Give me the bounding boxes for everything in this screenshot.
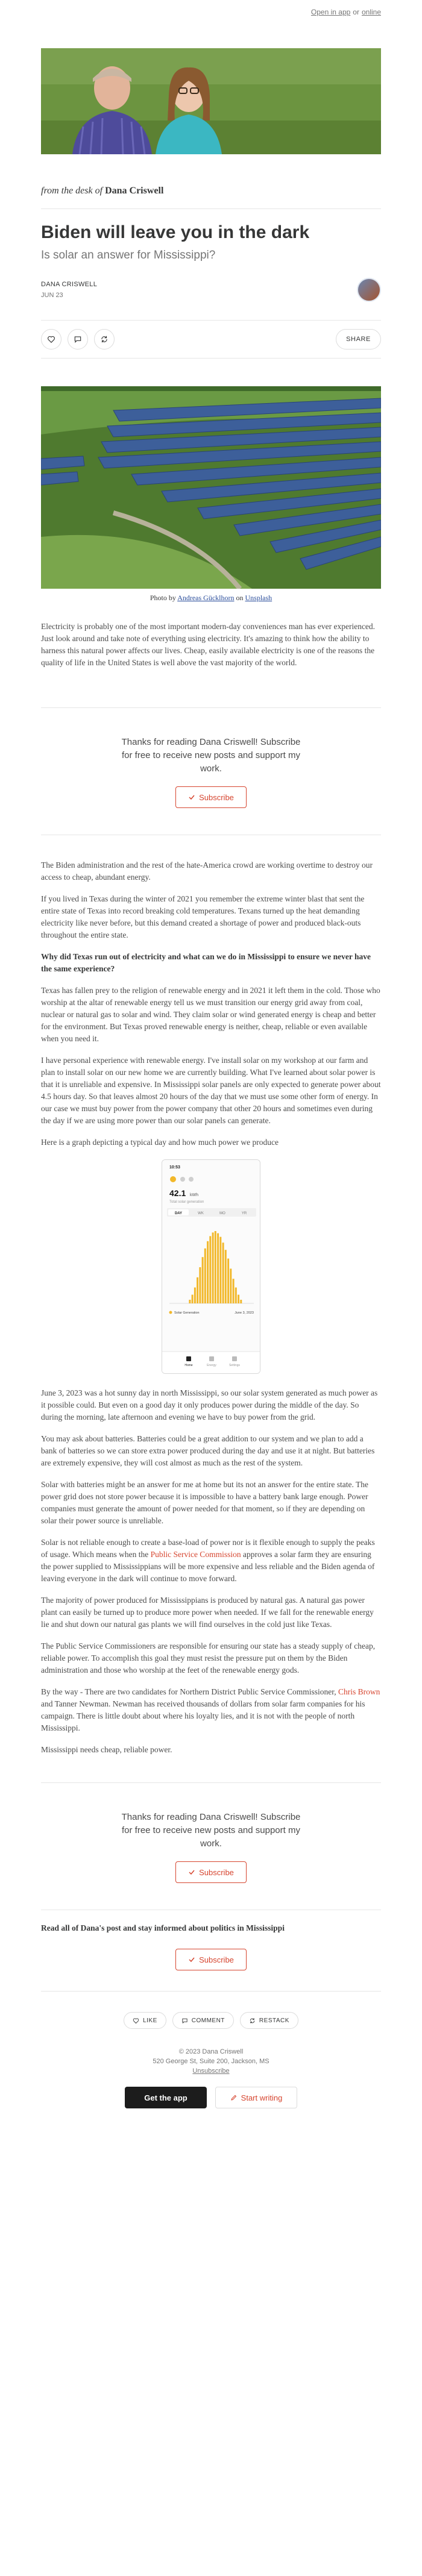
body-paragraph: The majority of power produced for Mississippians is produced by natural gas. A natural gas power plant can easily be turned up to produce more power when needed. If we fall for the renewable energy lie and shut down our natural gas plants we will find ourselves in the cold just like Texas. [41, 1596, 374, 1629]
unsubscribe-link[interactable]: Unsubscribe [192, 2067, 230, 2075]
body-paragraph: If you lived in Texas during the winter of 2021 you remember the extreme winter blast that sent the entire state of Texas into record breaking cold temperatures. Texans turned up the heat demanding electricity like never before, but this demand created a shortage of power and produced black-outs throughout the entire state. [41, 894, 365, 939]
online-link[interactable]: online [361, 8, 381, 16]
post-date: JUN 23 [41, 292, 63, 299]
body-paragraph: You may ask about batteries. Batteries could be a great addition to our system and we plan to add a bank of batteries so we can store extra power produced during the day and use it at night. But batteries are extremely expensive, they will cost almost as much as the rest of the system. [41, 1434, 375, 1467]
footer-info [41, 2047, 381, 2076]
header-photo [41, 48, 381, 154]
unsplash-link[interactable]: Unsplash [245, 594, 272, 602]
comment-icon [181, 2017, 188, 2024]
author-avatar[interactable] [357, 278, 381, 302]
solar-bar [240, 1300, 242, 1303]
period-week: WK [198, 1212, 204, 1215]
footer-app-row [41, 2087, 381, 2133]
address: 520 George St, Suite 200, Jackson, MS [153, 2058, 269, 2065]
restack-icon [100, 335, 109, 343]
check-icon [188, 1956, 195, 1963]
body-paragraph: Texas has fallen prey to the religion of renewable energy and in 2021 it left them in the cold. Those who worship at the altar of renewable energy tell us we must transition our energy grid away from coal, nuclear or natural gas to solar and wind. They claim solar or wind generated energy is cheap and better for the environment. But Texas proved renewable energy is neither, cheap, reliable or even available when you need it. [41, 986, 380, 1043]
copyright: © 2023 Dana Criswell [178, 2048, 244, 2055]
p11-text-b: approves a solar farm they are ensuring the power supplied to Mississippians will be more expensive and less reliable and the Biden agenda of leaving everyone in the dark will continue to move forward. [41, 1550, 375, 1583]
subscribe-box-3 [41, 1938, 381, 1992]
post-body-part2 [41, 859, 381, 1149]
caption-on: on [236, 594, 244, 602]
subscribe-label: Subscribe [199, 1867, 234, 1877]
get-the-app-button[interactable]: Get the app [125, 2087, 207, 2108]
nav-home: Home [184, 1364, 193, 1367]
total-label: Total solar generation [169, 1200, 204, 1204]
solar-bar [212, 1232, 214, 1303]
desk-author-name: Dana Criswell [105, 186, 164, 196]
body-question: Why did Texas run out of electricity and what can we do in Mississippi to ensure we never have the same experience? [41, 952, 371, 973]
closing-line: Read all of Dana's post and stay informed about politics in Mississippi [41, 1923, 285, 1932]
like-button[interactable] [41, 329, 61, 349]
solar-app-graphic [162, 1160, 260, 1374]
solar-bar [209, 1236, 211, 1303]
period-month: MO [219, 1212, 225, 1215]
solar-bar [225, 1250, 227, 1303]
solar-farm-photo [41, 386, 381, 589]
kwh-value: 42.1 [169, 1188, 186, 1198]
or-text: or [353, 8, 359, 16]
settings-nav-icon [232, 1356, 237, 1361]
comment-icon [74, 335, 82, 343]
grid-icon [180, 1177, 185, 1182]
like-label: LIKE [143, 2017, 157, 2024]
subscribe-button[interactable] [175, 786, 247, 808]
start-writing-label: Start writing [241, 2093, 283, 2102]
post-subtitle: Is solar an answer for Mississippi? [41, 249, 216, 262]
subscribe-box-2 [41, 1782, 381, 1910]
app-time: 10:53 [169, 1165, 180, 1170]
body-paragraph: I have personal experience with renewable energy. I've install solar on my workshop at our farm and plan to install solar on our new home we are currently building. What I've learned about solar power is that it is unreliable and expensive. In Mississippi solar panels are only expected to generate power about 4.5 hours day. So that leaves almost 20 hours of the day that we must use some other form of energy. In our case we must buy power from the power company that other 20 hours and sometimes even during the day if we are using more power than our solar panels can generate. [41, 1056, 381, 1125]
post-author[interactable]: DANA CRISWELL [41, 281, 98, 288]
heart-icon [47, 335, 55, 343]
solar-bar [217, 1233, 219, 1303]
period-year: YR [241, 1212, 247, 1215]
solar-bar [204, 1249, 206, 1303]
subscribe-label: Subscribe [199, 792, 234, 802]
solar-bar [197, 1277, 198, 1303]
footer-restack-button[interactable] [240, 2012, 298, 2029]
comment-label: COMMENT [191, 2017, 225, 2024]
home-nav-icon [186, 1356, 191, 1361]
subscribe-box-1 [41, 707, 381, 835]
post-meta [41, 278, 381, 302]
solar-farm-scene [41, 386, 381, 589]
period-day: DAY [174, 1212, 183, 1215]
post-title[interactable]: Biden will leave you in the dark [41, 222, 310, 242]
body-paragraph: Here is a graph depicting a typical day and how much power we produce [41, 1138, 279, 1147]
body-paragraph: The Public Service Commissioners are responsible for ensuring our state has a steady supply of cheap, reliable power. To accomplish this goal they must resist the pressure put on them by the Biden administration and those who worship at the feet of the renewable energy gods. [41, 1641, 376, 1675]
legend-label: Solar Generation [174, 1311, 200, 1315]
header-photo-scene [41, 48, 381, 154]
post-body-part3 [41, 1387, 381, 1756]
subscribe-button[interactable] [175, 1861, 247, 1883]
subscribe-message: Thanks for reading Dana Criswell! Subscribe for free to receive new posts and support my work. [121, 737, 301, 774]
restack-icon [249, 2017, 256, 2024]
heart-icon [133, 2017, 139, 2024]
photographer-link[interactable]: Andreas Gücklhorn [177, 594, 235, 602]
post-body-part1 [41, 621, 381, 669]
check-icon [188, 794, 195, 801]
body-paragraph: The Biden administration and the rest of the hate-America crowd are working overtime to destroy our access to cheap, abundant energy. [41, 860, 373, 882]
restack-button[interactable] [94, 329, 115, 349]
caption-prefix: Photo by [150, 594, 176, 602]
body-paragraph [41, 1686, 381, 1734]
solar-bar [235, 1288, 237, 1303]
energy-nav-icon [209, 1356, 214, 1361]
sun-icon [170, 1176, 176, 1182]
solar-bar [199, 1267, 201, 1303]
solar-bar [207, 1241, 209, 1303]
p11-text-a: Solar is not reliable enough to create a base-load of power nor is it flexible enough to supply the peaks of usage. Which means when the [41, 1538, 375, 1559]
from-the-desk-label: from the desk of [41, 186, 103, 196]
body-paragraph: Electricity is probably one of the most important modern-day conveniences man has ever experienced. Just look around and take note of everything using electricity. It's amazing to think how the ability to harness this natural power affects our lives. Cheap, easily available electricity is one of the reasons the quality of life in the United States is well above the vast majority of the world. [41, 622, 376, 667]
solar-bar [230, 1268, 231, 1303]
comment-button[interactable] [68, 329, 88, 349]
solar-bar [215, 1231, 216, 1303]
open-in-app-link[interactable]: Open in app [310, 8, 351, 16]
share-button[interactable]: SHARE [336, 329, 381, 349]
footer-like-button[interactable] [124, 2012, 166, 2029]
body-paragraph: Mississippi needs cheap, reliable power. [41, 1745, 172, 1754]
nav-energy: Energy [207, 1364, 216, 1367]
top-links [0, 0, 422, 24]
photo-caption [41, 594, 381, 603]
start-writing-button[interactable] [215, 2087, 297, 2108]
body-paragraph: Solar with batteries might be an answer for me at home but its not an answer for the entire state. The power grid does not store power because it is impossible to have a battery bank large enough. Power companies must generate the amount of power needed for that moment, so if they are depending on solar their power source is unreliable. [41, 1480, 368, 1525]
footer-actions [41, 2012, 381, 2029]
solar-bar [194, 1288, 196, 1303]
p14-text-b: and Tanner Newman. Newman has received thousands of dollars from solar farm companies for his campaign. There is little doubt about where his loyalty lies, and it is not with the people of north Mississippi. [41, 1699, 365, 1732]
subscribe-button[interactable] [175, 1949, 247, 1970]
public-service-commission-link[interactable]: Public Service Commission [150, 1550, 241, 1559]
subscribe-label: Subscribe [199, 1955, 234, 1964]
solar-bar [189, 1300, 191, 1303]
footer-comment-button[interactable] [172, 2012, 234, 2029]
nav-settings: Settings [228, 1364, 241, 1367]
divider [41, 208, 381, 209]
body-paragraph [41, 1537, 381, 1585]
from-the-desk-byline [41, 186, 381, 196]
post-body-closing [41, 1922, 381, 1934]
post-actions-bar [41, 320, 381, 359]
solar-bar [227, 1259, 229, 1303]
pen-icon [230, 2094, 238, 2101]
restack-label: RESTACK [259, 2017, 289, 2024]
solar-bar [238, 1295, 239, 1303]
chris-brown-link[interactable]: Chris Brown [338, 1687, 380, 1696]
body-paragraph: June 3, 2023 was a hot sunny day in north Mississippi, so our solar system generated as much power as it possible could. But even on a good day it only produces power during the middle of the day. So during the morning, late afternoon and evening we have to buy power from the grid. [41, 1388, 378, 1421]
home-usage-icon [189, 1177, 194, 1182]
solar-bar [192, 1295, 194, 1303]
legend-date: June 3, 2023 [235, 1311, 254, 1315]
kwh-unit: kWh [190, 1193, 198, 1197]
p14-text-a: By the way - There are two candidates for Northern District Public Service Commissioner, [41, 1687, 336, 1696]
check-icon [188, 1869, 195, 1876]
solar-bar [233, 1279, 235, 1303]
solar-bar [202, 1257, 204, 1303]
solar-bar [222, 1243, 224, 1303]
subscribe-message: Thanks for reading Dana Criswell! Subscribe for free to receive new posts and support my work. [121, 1812, 301, 1849]
solar-bar [219, 1237, 221, 1303]
solar-app-screenshot [162, 1159, 260, 1374]
